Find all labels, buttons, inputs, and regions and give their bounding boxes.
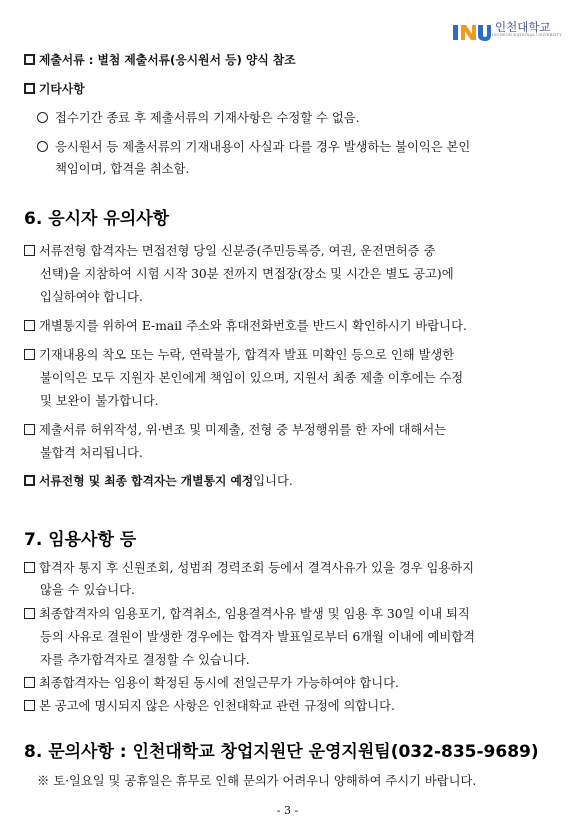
s6-item-1-cont-1: 선택)을 지참하여 시험 시작 30분 전까지 면접장(장소 및 시간은 별도 공고)에 xyxy=(40,267,454,281)
s6-item-4 xyxy=(24,422,446,438)
s7-item-3-text: 최종합격자는 임용이 확정된 동시에 전일근무가 가능하여야 합니다. xyxy=(39,676,399,690)
form-docs-label: 제출서류 : 별첨 제출서류(응시원서 등) 양식 참조 xyxy=(39,53,296,67)
s6-item-1-cont-2: 입실하여야 합니다. xyxy=(40,290,143,304)
s7-item-2-text: 최종합격자의 임용포기, 합격취소, 임용결격사유 발생 및 임용 후 30일 이내 퇴직 xyxy=(39,607,470,621)
university-logo xyxy=(452,21,562,43)
s6-item-5-bold: 서류전형 및 최종 합격자는 개별통지 예정 xyxy=(39,474,254,488)
other-item-1-text: 접수기간 종료 후 제출서류의 기재사항은 수정할 수 없음. xyxy=(55,111,360,125)
s7-item-1 xyxy=(24,560,474,576)
circle-bullet-icon xyxy=(37,112,48,123)
s6-item-4-text: 제출서류 허위작성, 위·변조 및 미제출, 전형 중 부정행위를 한 자에 대해서는 xyxy=(39,423,447,437)
s7-item-4 xyxy=(24,698,395,714)
checkbox-icon xyxy=(24,608,35,619)
s6-item-3 xyxy=(24,347,454,363)
s7-item-1-text: 합격자 통지 후 신원조회, 성범죄 경력조회 등에서 결격사유가 있을 경우 임용하지 xyxy=(39,561,474,575)
s6-item-1 xyxy=(24,243,435,259)
s6-item-4-cont: 불합격 처리됩니다. xyxy=(40,446,143,460)
other-item-2-cont: 책임이며, 합격을 취소함. xyxy=(55,162,190,176)
s6-item-3-cont-2: 및 보완이 불가합니다. xyxy=(40,394,159,408)
s6-item-3-text: 기재내용의 착오 또는 누락, 연락불가, 합격자 발표 미확인 등으로 인해 발생한 xyxy=(39,348,455,362)
checkbox-icon xyxy=(24,83,35,94)
other-item-2-text: 응시원서 등 제출서류의 기재내용이 사실과 다를 경우 발생하는 불이익은 본인 xyxy=(55,140,471,154)
s7-item-2-cont-2: 자를 추가합격자로 결정할 수 있습니다. xyxy=(40,653,250,667)
page-number: - 3 - xyxy=(276,804,299,817)
other-item-1 xyxy=(37,110,359,126)
section-8-title: 8. 문의사항 : 인천대학교 창업지원단 운영지원팀(032-835-9689) xyxy=(24,742,539,762)
s6-item-1-text: 서류전형 합격자는 면접전형 당일 신분증(주민등록증, 여권, 운전면허증 중 xyxy=(39,244,436,258)
s8-note: ※ 토·일요일 및 공휴일은 휴무로 인해 문의가 어려우니 양해하여 주시기 바랍니다. xyxy=(37,774,477,788)
checkbox-icon xyxy=(24,54,35,65)
checkbox-icon xyxy=(24,700,35,711)
other-label: 기타사항 xyxy=(39,82,85,96)
checkbox-icon xyxy=(24,349,35,360)
s7-item-2-cont-1: 등의 사유로 결원이 발생한 경우에는 합격자 발표일로부터 6개월 이내에 예비합격 xyxy=(40,630,476,644)
circle-bullet-icon xyxy=(37,141,48,152)
s7-item-3 xyxy=(24,675,399,691)
checkbox-icon xyxy=(24,424,35,435)
logo-subtitle: INCHEON NATIONAL UNIVERSITY xyxy=(492,33,562,37)
checkbox-icon xyxy=(24,245,35,256)
inu-logo-icon xyxy=(452,21,492,43)
logo-name: 인천대학교 xyxy=(495,20,551,34)
checkbox-icon xyxy=(24,320,35,331)
section-6-title: 6. 응시자 유의사항 xyxy=(24,209,170,229)
s7-item-2 xyxy=(24,606,470,622)
s6-item-5 xyxy=(24,473,293,489)
s7-item-4-text: 본 공고에 명시되지 않은 사항은 인천대학교 관련 규정에 의합니다. xyxy=(39,699,395,713)
section-7-title: 7. 임용사항 등 xyxy=(24,530,137,550)
checkbox-icon xyxy=(24,677,35,688)
checkbox-icon xyxy=(24,475,35,486)
s7-item-1-cont: 않을 수 있습니다. xyxy=(40,583,135,597)
s6-item-5-rest: 입니다. xyxy=(253,474,293,488)
other-item-2 xyxy=(37,139,470,155)
s6-item-2 xyxy=(24,318,467,334)
form-docs-item xyxy=(24,52,296,68)
s6-item-3-cont-1: 불이익은 모두 지원자 본인에게 책임이 있으며, 지원서 최종 제출 이후에는 수정 xyxy=(40,371,464,385)
s6-item-2-text: 개별통지를 위하여 E-mail 주소와 휴대전화번호를 반드시 확인하시기 바랍니다. xyxy=(39,319,467,333)
checkbox-icon xyxy=(24,562,35,573)
other-heading xyxy=(24,81,85,97)
